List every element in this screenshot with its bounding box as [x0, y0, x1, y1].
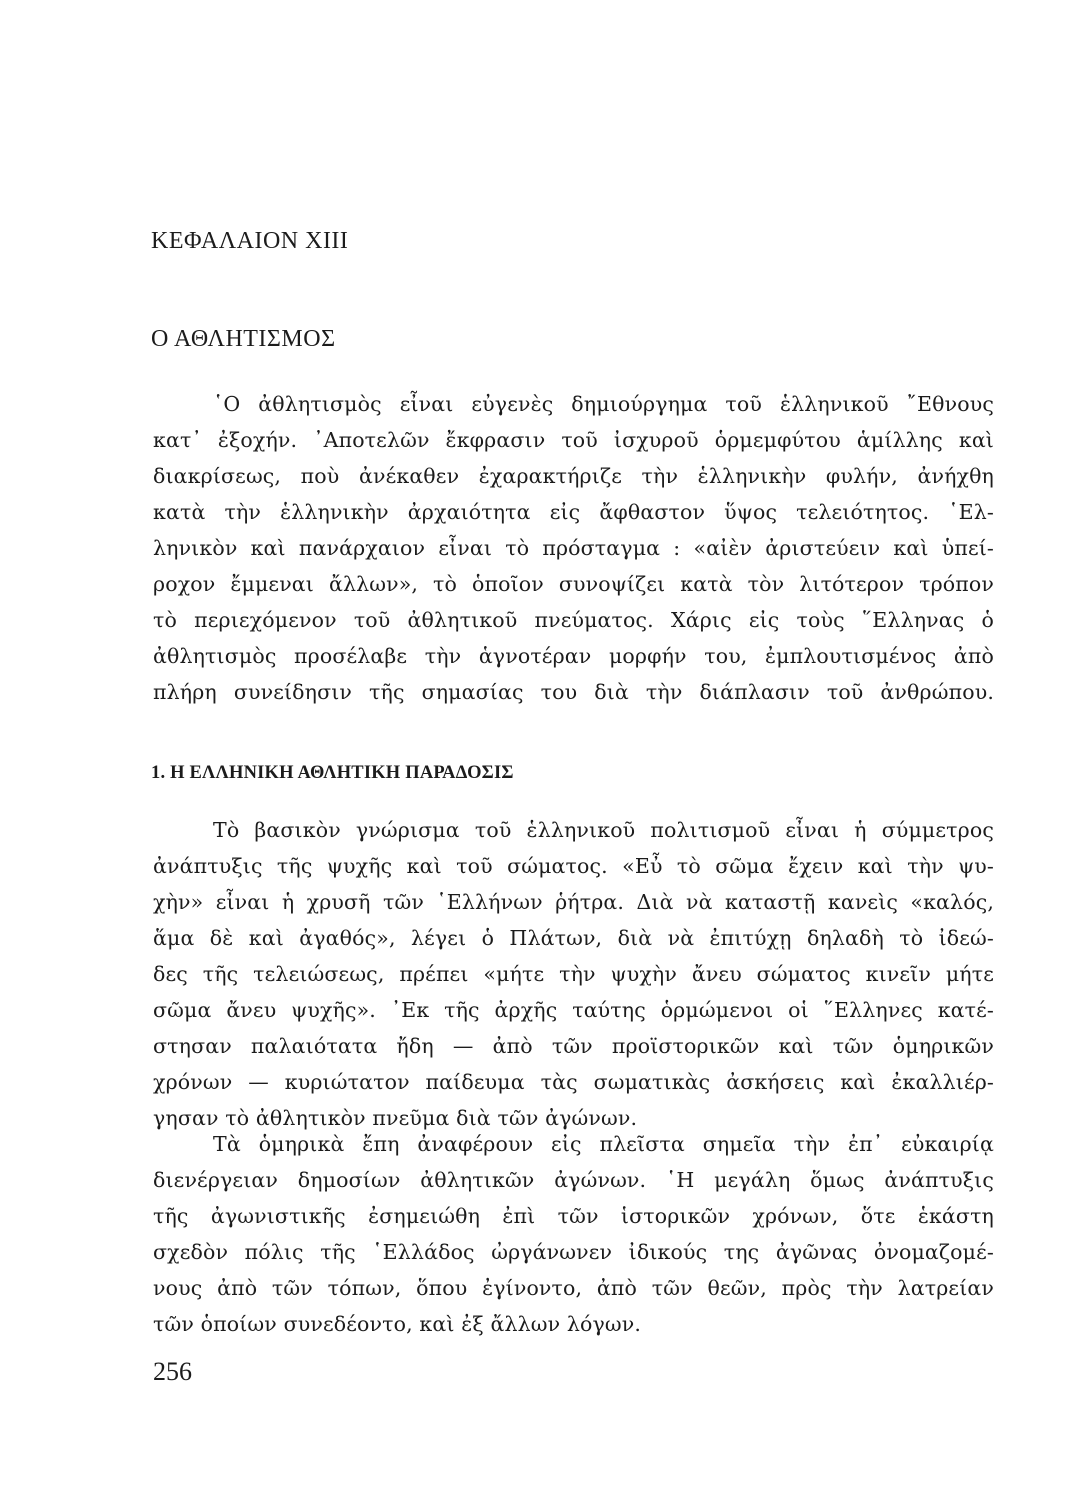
text-line: κατὰ τὴν ἑλληνικὴν ἀρχαιότητα εἰς ἄφθαστον ὕψος τελειότητος. ῾Ελ- [153, 500, 994, 524]
text-line: τῶν ὁποίων συνεδέοντο, καὶ ἐξ ἄλλων λόγων. [153, 1312, 642, 1336]
text-line: νους ἀπὸ τῶν τόπων, ὅπου ἐγίνοντο, ἀπὸ τῶν θεῶν, πρὸς τὴν λατρείαν [153, 1276, 994, 1300]
text-line: ἅμα δὲ καὶ ἀγαθός», λέγει ὁ Πλάτων, διὰ νὰ ἐπιτύχῃ δηλαδὴ τὸ ἰδεώ- [153, 926, 994, 950]
text-line: ληνικὸν καὶ πανάρχαιον εἶναι τὸ πρόσταγμα : «αἰὲν ἀριστεύειν καὶ ὑπεί- [153, 536, 994, 560]
text-line: ἀθλητισμὸς προσέλαβε τὴν ἁγνοτέραν μορφήν του, ἐμπλουτισμένος ἀπὸ [153, 644, 994, 668]
text-line: Τὸ βασικὸν γνώρισμα τοῦ ἑλληνικοῦ πολιτισμοῦ εἶναι ἡ σύμμετρος [213, 818, 994, 842]
text-line: γησαν τὸ ἀθλητικὸν πνεῦμα διὰ τῶν ἀγώνων. [153, 1106, 638, 1130]
text-line: ροχον ἔμμεναι ἄλλων», τὸ ὁποῖον συνοψίζει κατὰ τὸν λιτότερον τρόπον [153, 572, 994, 596]
chapter-label: ΚΕΦΑΛΑΙΟΝ XIII [151, 228, 349, 254]
text-line: διενέργειαν δημοσίων ἀθλητικῶν ἀγώνων. ῾Η μεγάλη ὅμως ἀνάπτυξις [153, 1168, 994, 1192]
text-line: πλήρη συνείδησιν τῆς σημασίας του διὰ τὴν διάπλασιν τοῦ ἀνθρώπου. [153, 680, 994, 704]
text-line: δες τῆς τελειώσεως, πρέπει «μήτε τὴν ψυχὴν ἄνευ σώματος κινεῖν μήτε [153, 962, 994, 986]
text-line: Τὰ ὁμηρικὰ ἔπη ἀναφέρουν εἰς πλεῖστα σημεῖα τὴν ἐπ᾽ εὐκαιρίᾳ [213, 1132, 994, 1156]
text-line: στησαν παλαιότατα ἤδη — ἀπὸ τῶν προϊστορικῶν καὶ τῶν ὁμηρικῶν [153, 1034, 994, 1058]
section-paragraph-1 [153, 812, 994, 1136]
section-paragraph-2 [153, 1126, 994, 1342]
text-line: σῶμα ἄνευ ψυχῆς». ᾽Εκ τῆς ἀρχῆς ταύτης ὁρμώμενοι οἱ ῞Ελληνες κατέ- [153, 998, 994, 1022]
text-line: ἀνάπτυξις τῆς ψυχῆς καὶ τοῦ σώματος. «Εὖ τὸ σῶμα ἔχειν καὶ τὴν ψυ- [153, 854, 994, 878]
text-line: χρόνων — κυριώτατον παίδευμα τὰς σωματικὰς ἀσκήσεις καὶ ἐκαλλιέρ- [153, 1070, 994, 1094]
text-line: διακρίσεως, ποὺ ἀνέκαθεν ἐχαρακτήριζε τὴν ἑλληνικὴν φυλήν, ἀνήχθη [153, 464, 994, 488]
text-line: κατ᾽ ἐξοχήν. ᾽Αποτελῶν ἔκφρασιν τοῦ ἰσχυροῦ ὁρμεμφύτου ἁμίλλης καὶ [153, 428, 994, 452]
text-line: τὸ περιεχόμενον τοῦ ἀθλητικοῦ πνεύματος. Χάρις εἰς τοὺς ῞Ελληνας ὁ [153, 608, 994, 632]
text-line: τῆς ἀγωνιστικῆς ἐσημειώθη ἐπὶ τῶν ἱστορικῶν χρόνων, ὅτε ἑκάστη [153, 1204, 994, 1228]
text-line: ῾Ο ἀθλητισμὸς εἶναι εὐγενὲς δημιούργημα τοῦ ἑλληνικοῦ ῎Εθνους [213, 392, 994, 416]
section-heading: 1. Η ΕΛΛΗΝΙΚΗ ΑΘΛΗΤΙΚΗ ΠΑΡΑΔΟΣΙΣ [151, 763, 514, 783]
text-line: σχεδὸν πόλις τῆς ῾Ελλάδος ὠργάνωνεν ἰδικούς της ἀγῶνας ὀνομαζομέ- [153, 1240, 994, 1264]
chapter-title: Ο ΑΘΛΗΤΙΣΜΟΣ [151, 326, 336, 352]
text-line: χὴν» εἶναι ἡ χρυσῆ τῶν ῾Ελλήνων ῥήτρα. Διὰ νὰ καταστῇ κανεὶς «καλός, [153, 890, 994, 914]
page-number: 256 [153, 1357, 192, 1386]
intro-paragraph [153, 386, 994, 710]
